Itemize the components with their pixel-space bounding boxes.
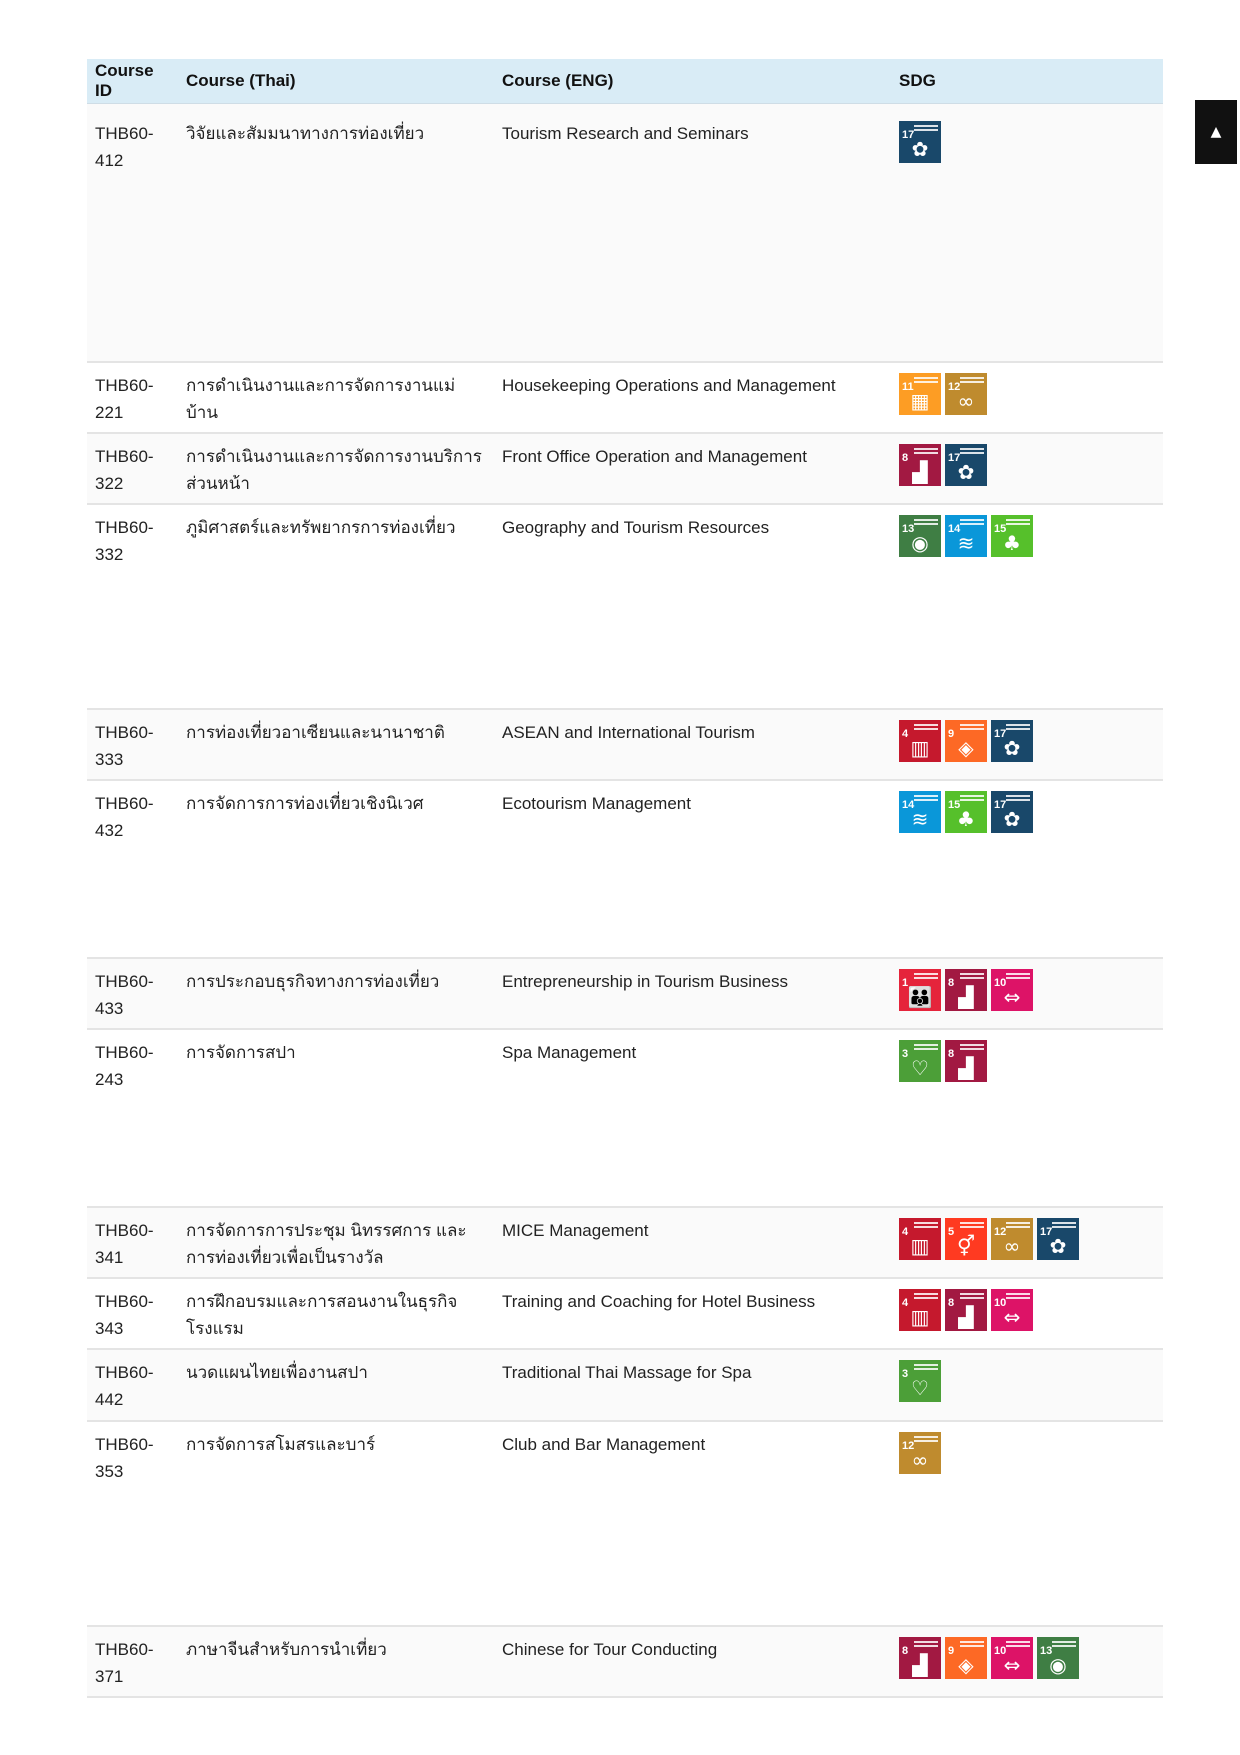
sdg-number: 14 [902, 798, 915, 811]
sdg-12-infinity-icon[interactable] [899, 1432, 941, 1474]
back-to-top-button[interactable] [1195, 100, 1237, 164]
heartbeat-icon: ♡ [911, 1375, 929, 1400]
course-table-container [87, 59, 1163, 1698]
table-row [87, 504, 1163, 709]
sdg-caption-lines [914, 448, 938, 454]
course-eng-cell: MICE Management [494, 1207, 891, 1278]
sdg-cell [891, 504, 1163, 709]
growth-chart-icon: ▟ [912, 1652, 928, 1677]
family-icon: 👪 [907, 984, 933, 1009]
book-icon: ▥ [910, 1233, 930, 1258]
course-id-cell: THB60-412 [87, 104, 178, 362]
sdg-cell [891, 433, 1163, 504]
table-row [87, 1626, 1163, 1697]
heartbeat-icon: ♡ [911, 1055, 929, 1080]
course-id-cell: THB60-371 [87, 1626, 178, 1697]
gender-icon: ⚥ [956, 1233, 976, 1258]
sdg-17-flower-rings-icon[interactable] [991, 791, 1033, 833]
sdg-caption-lines [914, 1364, 938, 1370]
flower-rings-icon: ✿ [911, 137, 929, 161]
cubes-icon: ◈ [958, 1652, 974, 1677]
sdg-caption-lines [960, 1044, 984, 1050]
sdg-8-growth-chart-icon[interactable] [945, 1040, 987, 1082]
sdg-8-growth-chart-icon[interactable] [945, 1289, 987, 1331]
sdg-8-growth-chart-icon[interactable] [899, 1637, 941, 1679]
sdg-icon-list [899, 1039, 1155, 1082]
growth-chart-icon: ▟ [958, 1304, 974, 1329]
sdg-13-eye-globe-icon[interactable] [1037, 1637, 1079, 1679]
sdg-8-growth-chart-icon[interactable] [945, 969, 987, 1011]
sdg-number: 9 [948, 1644, 955, 1657]
sdg-number: 17 [994, 727, 1007, 740]
sdg-number: 17 [948, 451, 961, 464]
sdg-caption-lines [1006, 973, 1030, 979]
book-icon: ▥ [910, 1304, 930, 1329]
flower-rings-icon: ✿ [1003, 806, 1021, 831]
table-row [87, 780, 1163, 958]
sdg-icon-list [899, 1431, 1155, 1474]
course-id-cell: THB60-433 [87, 958, 178, 1029]
course-eng-cell: Tourism Research and Seminars [494, 104, 891, 362]
sdg-number: 8 [948, 1047, 955, 1060]
sdg-1-family-icon[interactable] [899, 969, 941, 1011]
table-row [87, 709, 1163, 780]
course-thai-cell: วิจัยและสัมมนาทางการท่องเที่ยว [178, 104, 494, 362]
course-eng-cell: Spa Management [494, 1029, 891, 1207]
sdg-number: 17 [902, 129, 915, 141]
table-row [87, 1421, 1163, 1626]
sdg-icon-list [899, 1217, 1155, 1260]
sdg-10-equality-arrows-icon[interactable] [991, 1289, 1033, 1331]
sdg-caption-lines [914, 973, 938, 979]
sdg-icon-list [899, 1288, 1155, 1331]
sdg-number: 4 [902, 727, 909, 740]
sdg-number: 4 [902, 1296, 909, 1309]
tree-icon: ♣ [1003, 530, 1021, 555]
sdg-number: 3 [902, 1367, 909, 1380]
course-eng-cell: Geography and Tourism Resources [494, 504, 891, 709]
sdg-number: 17 [1040, 1225, 1053, 1238]
table-row [87, 1278, 1163, 1349]
sdg-icon-list [899, 1359, 1155, 1402]
sdg-icon-list [899, 719, 1155, 762]
sdg-13-eye-globe-icon[interactable] [899, 515, 941, 557]
equality-arrows-icon: ⇔ [1003, 1304, 1021, 1329]
table-row [87, 958, 1163, 1029]
sdg-15-tree-icon[interactable] [991, 515, 1033, 557]
course-thai-cell: การจัดการสโมสรและบาร์ [178, 1421, 494, 1626]
sdg-number: 12 [902, 1439, 915, 1452]
sdg-cell [891, 1278, 1163, 1349]
sdg-caption-lines [960, 724, 984, 730]
header-course-id: Course ID [87, 59, 178, 104]
table-row [87, 1029, 1163, 1207]
course-eng-cell: Club and Bar Management [494, 1421, 891, 1626]
table-body [87, 104, 1163, 1697]
sdg-caption-lines [914, 1044, 938, 1050]
city-icon: ▦ [910, 388, 930, 413]
course-thai-cell: การจัดการการประชุม นิทรรศการ และการท่องเที่ยวเพื่อเป็นรางวัล [178, 1207, 494, 1278]
sdg-12-infinity-icon[interactable] [991, 1218, 1033, 1260]
sdg-3-heartbeat-icon[interactable] [899, 1040, 941, 1082]
equality-arrows-icon: ⇔ [1003, 1652, 1021, 1677]
table-row [87, 1349, 1163, 1421]
sdg-5-gender-icon[interactable] [945, 1218, 987, 1260]
sdg-12-infinity-icon[interactable] [945, 373, 987, 415]
sdg-number: 3 [902, 1047, 909, 1060]
sdg-caption-lines [960, 795, 984, 801]
sdg-4-book-icon[interactable] [899, 720, 941, 762]
fish-icon: ≋ [911, 806, 929, 831]
sdg-caption-lines [960, 377, 984, 383]
sdg-17-flower-rings-icon[interactable] [945, 444, 987, 486]
sdg-11-city-icon[interactable] [899, 373, 941, 415]
sdg-number: 12 [994, 1225, 1007, 1238]
course-eng-cell: Traditional Thai Massage for Spa [494, 1349, 891, 1421]
growth-chart-icon: ▟ [912, 459, 928, 484]
infinity-icon: ∞ [911, 1447, 929, 1472]
sdg-icon-list [899, 1636, 1155, 1679]
cubes-icon: ◈ [958, 735, 974, 760]
sdg-3-heartbeat-icon[interactable] [899, 1360, 941, 1402]
sdg-caption-lines [960, 519, 984, 525]
sdg-caption-lines [1006, 724, 1030, 730]
course-thai-cell: ภาษาจีนสำหรับการนำเที่ยว [178, 1626, 494, 1697]
flower-rings-icon: ✿ [1049, 1233, 1067, 1258]
sdg-cell [891, 1349, 1163, 1421]
course-id-cell: THB60-353 [87, 1421, 178, 1626]
sdg-caption-lines [914, 1641, 938, 1647]
sdg-cell [891, 1207, 1163, 1278]
table-row [87, 362, 1163, 433]
sdg-cell [891, 1421, 1163, 1626]
sdg-caption-lines [1006, 1222, 1030, 1228]
sdg-icon-list [899, 514, 1155, 557]
sdg-caption-lines [914, 125, 938, 131]
fish-icon: ≋ [957, 530, 975, 555]
growth-chart-icon: ▟ [958, 1055, 974, 1080]
course-id-cell: THB60-442 [87, 1349, 178, 1421]
table-row [87, 104, 1163, 362]
sdg-cell [891, 780, 1163, 958]
sdg-icon-list [899, 968, 1155, 1011]
course-table [87, 59, 1163, 1698]
course-id-cell: THB60-243 [87, 1029, 178, 1207]
sdg-8-growth-chart-icon[interactable] [899, 444, 941, 486]
equality-arrows-icon: ⇔ [1003, 984, 1021, 1009]
sdg-17-flower-rings-icon[interactable] [1037, 1218, 1079, 1260]
course-id-cell: THB60-322 [87, 433, 178, 504]
sdg-caption-lines [1006, 1293, 1030, 1299]
sdg-caption-lines [1052, 1641, 1076, 1647]
course-id-cell: THB60-432 [87, 780, 178, 958]
course-thai-cell: การดำเนินงานและการจัดการงานแม่บ้าน [178, 362, 494, 433]
course-eng-cell: Front Office Operation and Management [494, 433, 891, 504]
eye-globe-icon: ◉ [1049, 1652, 1067, 1677]
sdg-caption-lines [960, 1222, 984, 1228]
sdg-17-flower-rings-icon[interactable] [991, 720, 1033, 762]
caret-up-icon: ▲ [1210, 124, 1222, 140]
sdg-caption-lines [1006, 795, 1030, 801]
sdg-number: 10 [994, 1644, 1007, 1657]
sdg-number: 5 [948, 1225, 955, 1238]
course-thai-cell: การท่องเที่ยวอาเซียนและนานาชาติ [178, 709, 494, 780]
sdg-number: 10 [994, 976, 1007, 989]
sdg-caption-lines [914, 724, 938, 730]
flower-rings-icon: ✿ [1003, 735, 1021, 760]
sdg-number: 17 [994, 798, 1007, 811]
sdg-number: 10 [994, 1296, 1007, 1309]
infinity-icon: ∞ [957, 388, 975, 413]
course-eng-cell: Ecotourism Management [494, 780, 891, 958]
sdg-cell [891, 958, 1163, 1029]
course-id-cell: THB60-333 [87, 709, 178, 780]
sdg-14-fish-icon[interactable] [945, 515, 987, 557]
sdg-caption-lines [914, 377, 938, 383]
sdg-caption-lines [1006, 519, 1030, 525]
sdg-cell [891, 1029, 1163, 1207]
header-course-eng: Course (ENG) [494, 59, 891, 104]
sdg-9-cubes-icon[interactable] [945, 1637, 987, 1679]
course-thai-cell: ภูมิศาสตร์และทรัพยากรการท่องเที่ยว [178, 504, 494, 709]
table-header [87, 59, 1163, 104]
sdg-caption-lines [960, 973, 984, 979]
course-eng-cell: ASEAN and International Tourism [494, 709, 891, 780]
sdg-number: 15 [994, 522, 1007, 535]
course-thai-cell: การจัดการสปา [178, 1029, 494, 1207]
sdg-number: 11 [902, 380, 914, 393]
sdg-number: 15 [948, 798, 961, 811]
sdg-caption-lines [960, 1293, 984, 1299]
course-eng-cell: Housekeeping Operations and Management [494, 362, 891, 433]
sdg-caption-lines [960, 448, 984, 454]
sdg-number: 4 [902, 1225, 909, 1238]
sdg-caption-lines [1052, 1222, 1076, 1228]
sdg-caption-lines [914, 1436, 938, 1442]
sdg-number: 1 [902, 976, 909, 989]
sdg-4-book-icon[interactable] [899, 1289, 941, 1331]
sdg-cell [891, 104, 1163, 362]
course-thai-cell: การดำเนินงานและการจัดการงานบริการส่วนหน้า [178, 433, 494, 504]
sdg-17-flower-rings-icon[interactable] [899, 121, 941, 163]
course-thai-cell: การประกอบธุรกิจทางการท่องเที่ยว [178, 958, 494, 1029]
course-id-cell: THB60-332 [87, 504, 178, 709]
sdg-icon-list [899, 120, 1155, 163]
sdg-number: 13 [1040, 1644, 1053, 1657]
sdg-caption-lines [914, 519, 938, 525]
sdg-icon-list [899, 372, 1155, 415]
sdg-cell [891, 709, 1163, 780]
sdg-14-fish-icon[interactable] [899, 791, 941, 833]
course-thai-cell: การฝึกอบรมและการสอนงานในธุรกิจโรงแรม [178, 1278, 494, 1349]
sdg-number: 8 [948, 976, 955, 989]
sdg-10-equality-arrows-icon[interactable] [991, 1637, 1033, 1679]
table-row [87, 1207, 1163, 1278]
sdg-caption-lines [914, 1293, 938, 1299]
course-eng-cell: Chinese for Tour Conducting [494, 1626, 891, 1697]
course-eng-cell: Entrepreneurship in Tourism Business [494, 958, 891, 1029]
header-row [87, 59, 1163, 104]
infinity-icon: ∞ [1003, 1233, 1021, 1258]
growth-chart-icon: ▟ [958, 984, 974, 1009]
course-thai-cell: นวดแผนไทยเพื่องานสปา [178, 1349, 494, 1421]
sdg-caption-lines [960, 1641, 984, 1647]
sdg-number: 9 [948, 727, 955, 740]
sdg-number: 13 [902, 522, 915, 535]
sdg-15-tree-icon[interactable] [945, 791, 987, 833]
sdg-10-equality-arrows-icon[interactable] [991, 969, 1033, 1011]
sdg-cell [891, 362, 1163, 433]
sdg-number: 14 [948, 522, 961, 535]
course-id-cell: THB60-343 [87, 1278, 178, 1349]
eye-globe-icon: ◉ [911, 530, 929, 555]
sdg-number: 12 [948, 380, 961, 393]
sdg-caption-lines [914, 795, 938, 801]
course-id-cell: THB60-221 [87, 362, 178, 433]
course-id-cell: THB60-341 [87, 1207, 178, 1278]
header-sdg: SDG [891, 59, 1163, 104]
sdg-cell [891, 1626, 1163, 1697]
sdg-caption-lines [914, 1222, 938, 1228]
sdg-number: 8 [948, 1296, 955, 1309]
header-course-thai: Course (Thai) [178, 59, 494, 104]
sdg-number: 8 [902, 1644, 909, 1657]
sdg-number: 8 [902, 451, 909, 464]
tree-icon: ♣ [957, 806, 975, 831]
course-thai-cell: การจัดการการท่องเที่ยวเชิงนิเวศ [178, 780, 494, 958]
sdg-caption-lines [1006, 1641, 1030, 1647]
book-icon: ▥ [910, 735, 930, 760]
sdg-icon-list [899, 790, 1155, 833]
sdg-4-book-icon[interactable] [899, 1218, 941, 1260]
flower-rings-icon: ✿ [957, 459, 975, 484]
sdg-9-cubes-icon[interactable] [945, 720, 987, 762]
table-row [87, 433, 1163, 504]
course-eng-cell: Training and Coaching for Hotel Business [494, 1278, 891, 1349]
sdg-icon-list [899, 443, 1155, 486]
